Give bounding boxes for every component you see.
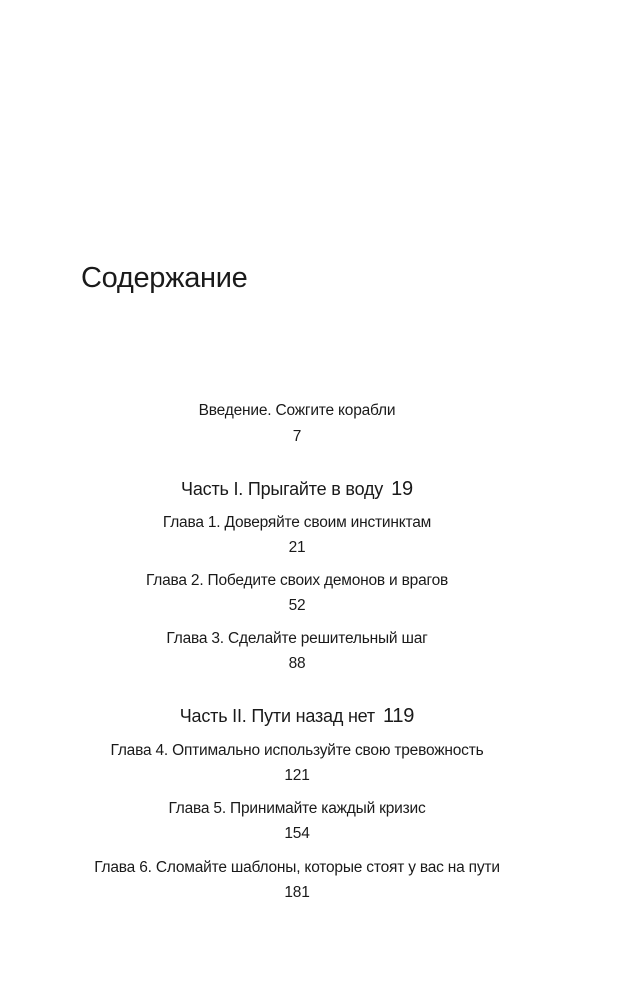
toc-part1-title: Часть I. Прыгайте в воду [181, 479, 384, 499]
toc-ch4-title: Глава 4. Оптимально используйте свою тревожность [110, 742, 484, 759]
toc-ch1-page: 21 [288, 539, 306, 556]
toc-ch6-page: 181 [284, 884, 310, 901]
toc-ch3-page: 88 [288, 655, 306, 672]
toc-ch5-page: 154 [284, 825, 310, 842]
toc-ch2-page: 52 [288, 597, 306, 614]
toc-ch5-title: Глава 5. Принимайте каждый кризис [168, 800, 426, 817]
page-title: Содержание [81, 262, 248, 294]
toc-part2-page: 119 [382, 705, 415, 727]
toc-part1 [0, 475, 594, 503]
toc-ch2-title: Глава 2. Победите своих демонов и врагов [145, 572, 449, 589]
toc-part2-title: Часть II. Пути назад нет [179, 706, 375, 726]
toc-part1-page: 19 [391, 478, 413, 500]
toc-ch1-title: Глава 1. Доверяйте своим инстинктам [162, 514, 432, 531]
toc-part2 [0, 702, 594, 730]
toc-ch6-title: Глава 6. Сломайте шаблоны, которые стоят у вас на пути [94, 859, 500, 876]
toc-intro-page: 7 [292, 428, 302, 445]
toc-ch3-title: Глава 3. Сделайте решительный шаг [166, 630, 428, 647]
toc-ch4-page: 121 [284, 767, 310, 784]
toc-intro-title: Введение. Сожгите корабли [198, 402, 396, 419]
